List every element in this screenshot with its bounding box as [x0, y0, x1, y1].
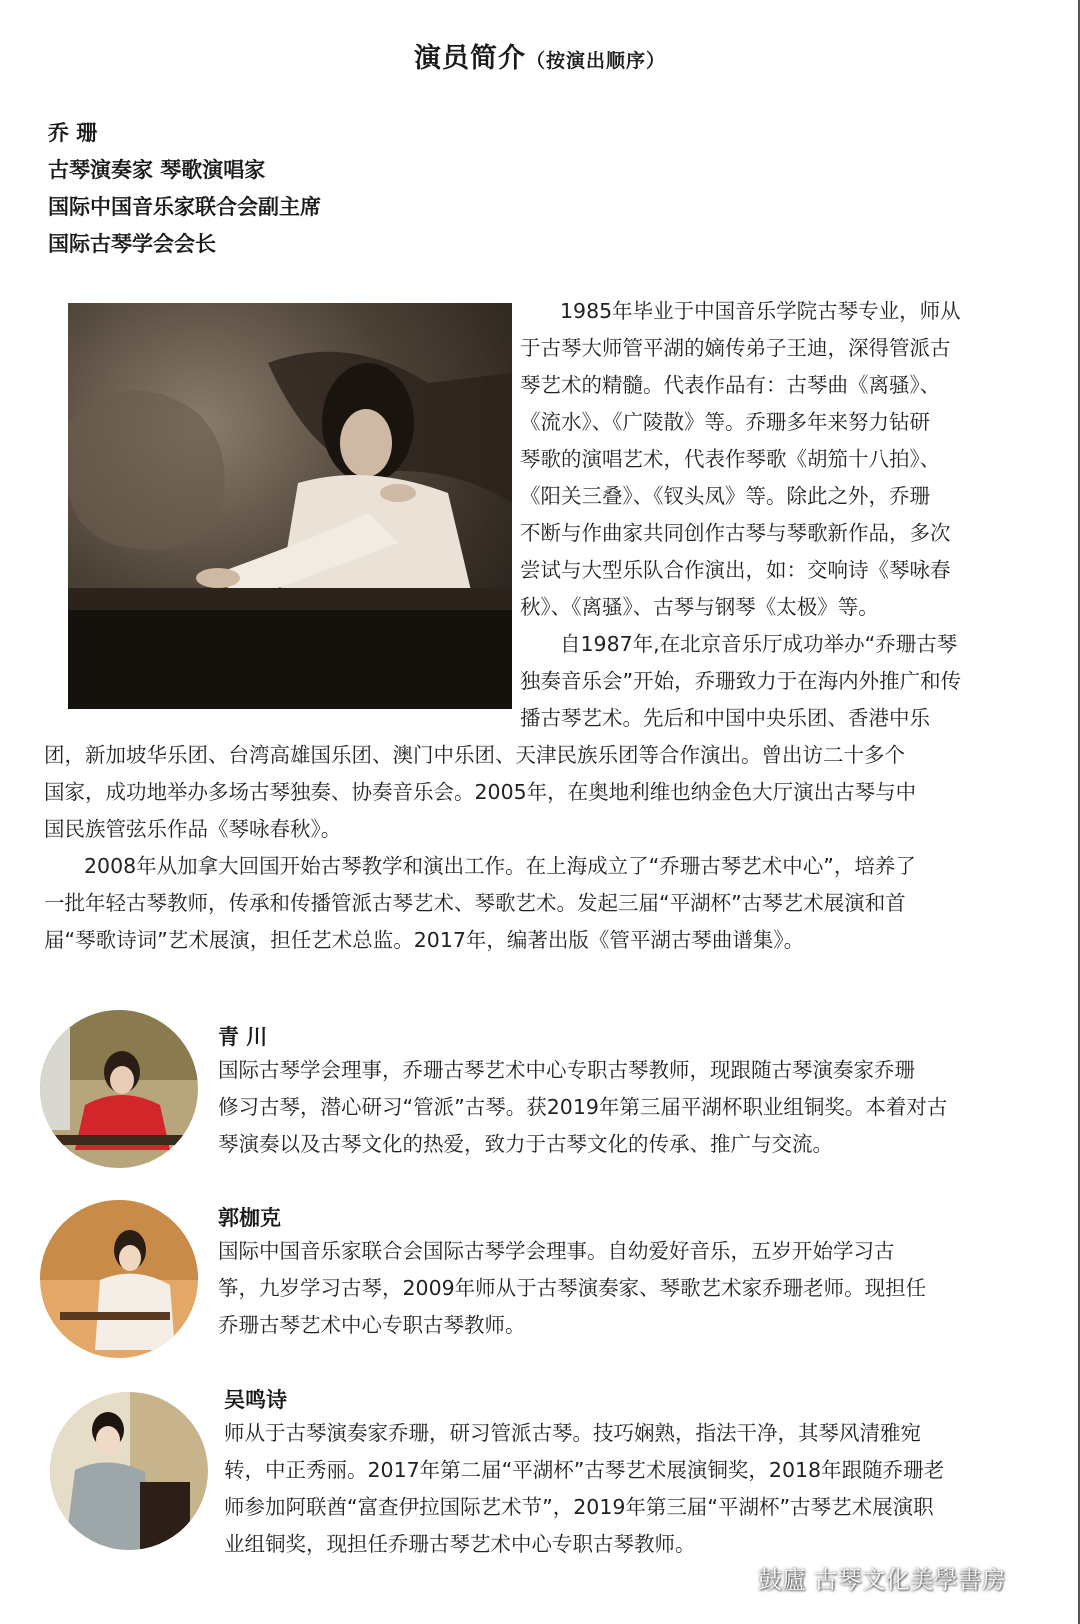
bio-line: 国际古琴学会理事，乔珊古琴艺术中心专职古琴教师，现跟随古琴演奏家乔珊 — [218, 1058, 915, 1082]
performer-name: 吴鸣诗 — [224, 1388, 287, 1412]
lead-bio-full — [44, 737, 916, 959]
bio-line: 《流水》、《广陵散》等。乔珊多年来努力钻研 — [520, 410, 930, 434]
bio-line: 国际中国音乐家联合会国际古琴学会理事。自幼爱好音乐，五岁开始学习古 — [218, 1239, 895, 1263]
lead-title: 国际中国音乐家联合会副主席 — [48, 195, 321, 219]
performer-name: 青 川 — [218, 1025, 268, 1049]
performer-avatar — [50, 1392, 208, 1550]
bio-line: 乔珊古琴艺术中心专职古琴教师。 — [218, 1313, 526, 1337]
bio-line: 琴艺术的精髓。代表作品有：古琴曲《离骚》、 — [520, 373, 941, 397]
lead-performer-photo — [68, 303, 512, 709]
performer-avatar — [40, 1010, 198, 1168]
account-watermark — [720, 1560, 1006, 1597]
watermark-text: 鼓廬 古琴文化美學書房 — [758, 1566, 1006, 1594]
bio-line: 于古琴大师管平湖的嫡传弟子王迪，深得管派古 — [520, 336, 951, 360]
bio-line: 届“琴歌诗词”艺术展演，担任艺术总监。2017年，编著出版《管平湖古琴曲谱集》。 — [44, 928, 805, 952]
bio-line: 不断与作曲家共同创作古琴与琴歌新作品，多次 — [520, 521, 951, 545]
performer-name: 郭枷克 — [218, 1206, 281, 1230]
bio-line: 国民族管弦乐作品《琴咏春秋》。 — [44, 817, 342, 841]
page-title — [0, 36, 1080, 75]
bio-line: 自1987年,在北京音乐厅成功举办“乔珊古琴 — [560, 632, 958, 656]
bio-line: 团，新加坡华乐团、台湾高雄国乐团、澳门中乐团、天津民族乐团等合作演出。曾出访二十多个 — [44, 743, 905, 767]
bio-line: 一批年轻古琴教师，传承和传播管派古琴艺术、琴歌艺术。发起三届“平湖杯”古琴艺术展演和首 — [44, 891, 906, 915]
performer-bio — [224, 1415, 944, 1563]
lead-name: 乔 珊 — [48, 121, 98, 145]
lead-title: 国际古琴学会会长 — [48, 232, 216, 256]
bio-line: 播古琴艺术。先后和中国中央乐团、香港中乐 — [520, 706, 930, 730]
bio-line: 师参加阿联酋“富查伊拉国际艺术节”，2019年第三届“平湖杯”古琴艺术展演职 — [224, 1495, 934, 1519]
bio-line: 琴演奏以及古琴文化的热爱，致力于古琴文化的传承、推广与交流。 — [218, 1132, 833, 1156]
performer-bio — [218, 1052, 947, 1163]
wechat-icon — [720, 1565, 750, 1597]
lead-bio-right — [520, 293, 961, 737]
performer-bio — [218, 1233, 926, 1344]
bio-line: 转，中正秀丽。2017年第二届“平湖杯”古琴艺术展演铜奖，2018年跟随乔珊老 — [224, 1458, 945, 1482]
lead-performer-intro — [48, 115, 321, 263]
bio-line: 1985年毕业于中国音乐学院古琴专业，师从 — [560, 299, 961, 323]
bio-line: 筝，九岁学习古琴，2009年师从于古琴演奏家、琴歌艺术家乔珊老师。现担任 — [218, 1276, 927, 1300]
title-subtitle: （按演出顺序） — [525, 50, 666, 72]
bio-line: 尝试与大型乐队合作演出，如：交响诗《琴咏春 — [520, 558, 951, 582]
bio-line: 独奏音乐会”开始，乔珊致力于在海内外推广和传 — [520, 669, 962, 693]
bio-line: 国家，成功地举办多场古琴独奏、协奏音乐会。2005年，在奥地利维也纳金色大厅演出古琴与中 — [44, 780, 917, 804]
bio-line: 琴歌的演唱艺术，代表作琴歌《胡笳十八拍》、 — [520, 447, 941, 471]
title-text: 演员简介 — [413, 43, 526, 74]
lead-title: 古琴演奏家 琴歌演唱家 — [48, 158, 266, 182]
bio-line: 师从于古琴演奏家乔珊，研习管派古琴。技巧娴熟，指法干净，其琴风清雅宛 — [224, 1421, 921, 1445]
bio-line: 《阳关三叠》、《钗头凤》等。除此之外，乔珊 — [520, 484, 930, 508]
bio-line: 业组铜奖，现担任乔珊古琴艺术中心专职古琴教师。 — [224, 1532, 696, 1556]
bio-line: 秋》、《离骚》、古琴与钢琴《太极》等。 — [520, 595, 879, 619]
bio-line: 2008年从加拿大回国开始古琴教学和演出工作。在上海成立了“乔珊古琴艺术中心”，培养了 — [84, 854, 916, 878]
bio-line: 修习古琴，潜心研习“管派”古琴。获2019年第三届平湖杯职业组铜奖。本着对古 — [218, 1095, 948, 1119]
performer-avatar — [40, 1200, 198, 1358]
